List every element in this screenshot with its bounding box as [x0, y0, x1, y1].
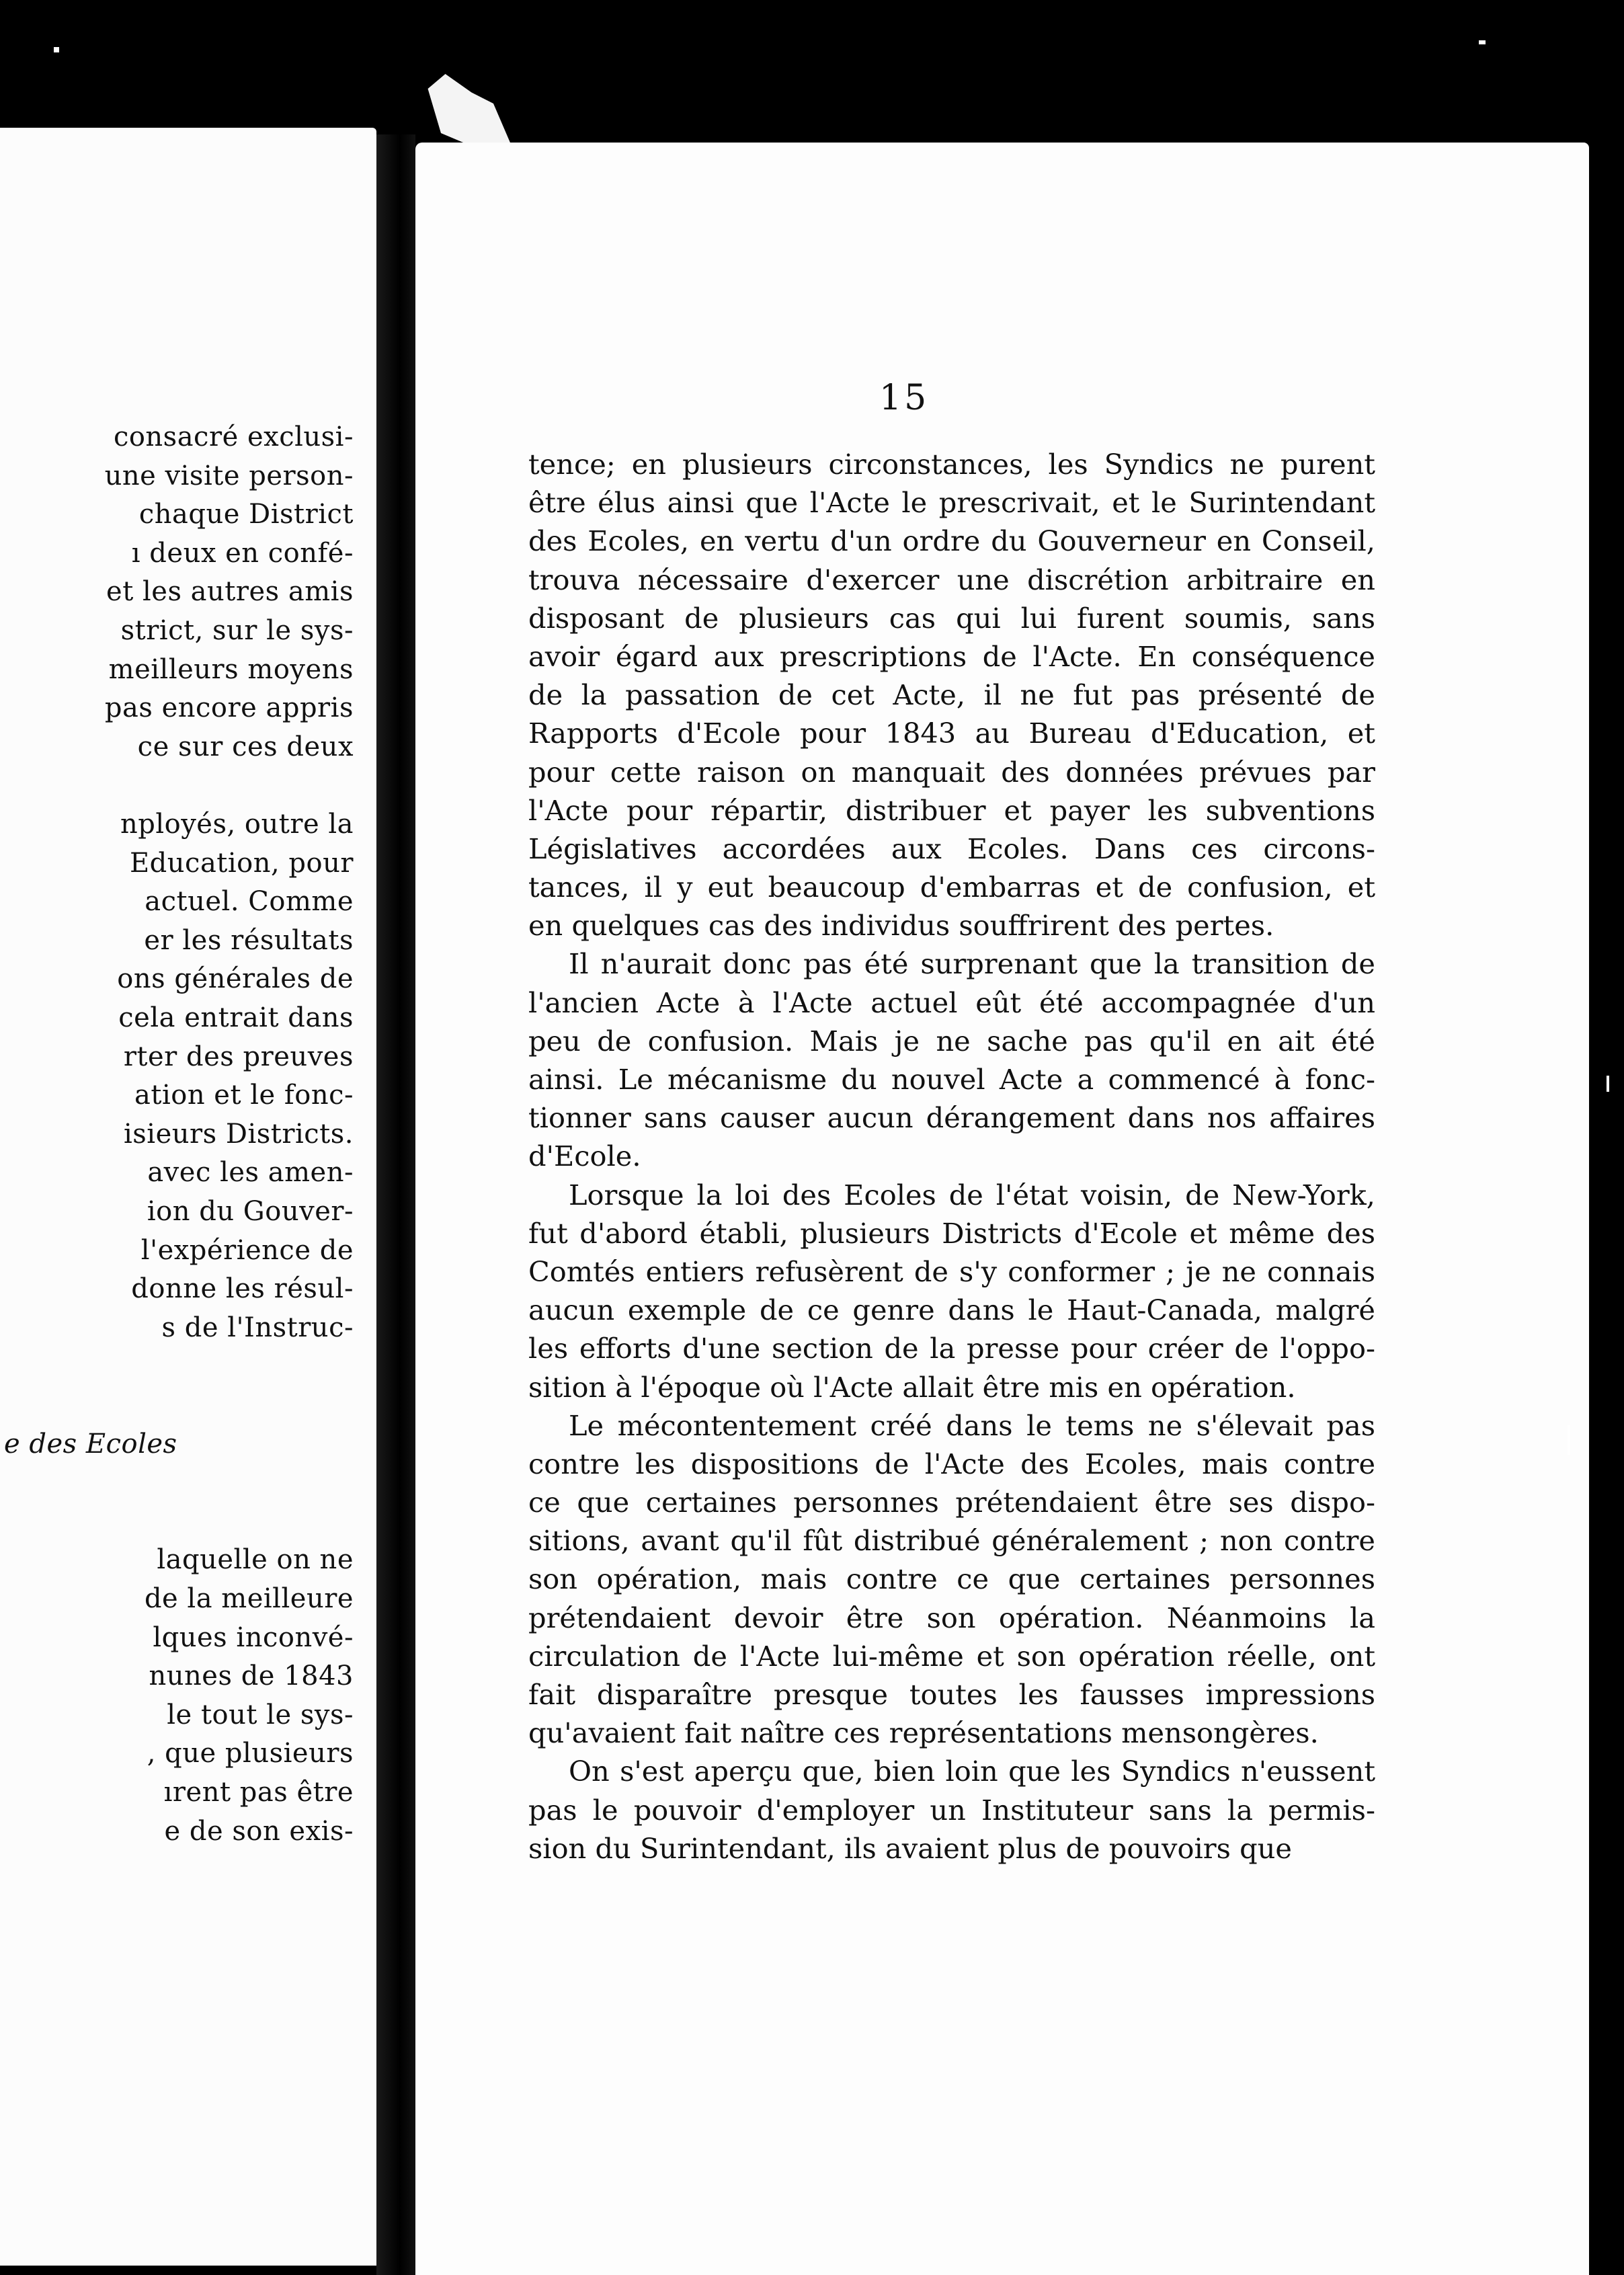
left-page-line: laquelle on ne: [157, 1544, 354, 1576]
text-line: ce que certaines personnes prétendaient être ses dispo-: [528, 1486, 1375, 1519]
page-gutter: [376, 134, 415, 2275]
scan-speck: [54, 47, 59, 52]
right-page: [415, 143, 1589, 2275]
scan-speck: [1568, 1425, 1570, 1455]
left-page-line: nployés, outre la: [120, 809, 354, 840]
left-page-line: e de son exis-: [164, 1815, 354, 1847]
left-page-line: nunes de 1843: [149, 1661, 354, 1692]
left-page-line: une visite person-: [104, 460, 354, 491]
left-page-line: pas encore appris: [104, 692, 354, 724]
left-page-line: actuel. Comme: [145, 886, 354, 918]
left-page-line: strict, sur le sys-: [120, 615, 354, 646]
paragraph: [528, 1176, 1375, 1406]
text-line: sition à l'époque où l'Acte allait être mis en opération.: [528, 1370, 1296, 1404]
paragraph: [528, 945, 1375, 1175]
left-page-line: meilleurs moyens: [108, 653, 354, 685]
text-line: pas le pouvoir d'employer un Instituteur sans la permis-: [528, 1793, 1375, 1827]
text-line: Législatives accordées aux Ecoles. Dans ces circons-: [528, 832, 1375, 865]
left-page-line: , que plusieurs: [147, 1738, 354, 1769]
text-line: Il n'aurait donc pas été surprenant que la transition de: [569, 947, 1375, 981]
text-line: être élus ainsi que l'Acte le prescrivait, et le Surintendant: [528, 486, 1375, 520]
text-line: l'ancien Acte à l'Acte actuel eût été accompagnée d'un: [528, 986, 1375, 1019]
text-line: en quelques cas des individus souffrirent des pertes.: [528, 909, 1274, 943]
left-page-line: donne les résul-: [131, 1273, 354, 1305]
text-line: sion du Surintendant, ils avaient plus de pouvoirs que: [528, 1831, 1292, 1865]
text-line: l'Acte pour répartir, distribuer et payer les subventions: [528, 793, 1375, 827]
text-line: les efforts d'une section de la presse pour créer de l'oppo-: [528, 1332, 1375, 1365]
paragraph: [528, 445, 1375, 945]
left-page-line: de la meilleure: [144, 1583, 354, 1614]
scan-speck: [1479, 40, 1486, 44]
text-line: Comtés entiers refusèrent de s'y conformer ; je ne connais: [528, 1254, 1375, 1288]
left-page-line: er les résultats: [144, 924, 354, 956]
page-number: 15: [879, 378, 930, 418]
left-page-line: chaque District: [138, 499, 354, 530]
torn-page-corner: [423, 74, 511, 148]
text-line: des Ecoles, en vertu d'un ordre du Gouverneur en Conseil,: [528, 524, 1375, 558]
text-line: contre les dispositions de l'Acte des Ecoles, mais contre: [528, 1447, 1375, 1480]
text-line: Lorsque la loi des Ecoles de l'état voisin, de New-York,: [569, 1178, 1375, 1211]
scan-speck: [1607, 1076, 1609, 1092]
text-line: trouva nécessaire d'exercer une discrétion arbitraire en: [528, 563, 1375, 596]
left-page-line: rter des preuves: [123, 1041, 354, 1072]
left-page-line: ation et le fonc-: [134, 1080, 354, 1111]
left-page-line: Education, pour: [129, 847, 354, 879]
left-page-line: lques inconvé-: [153, 1622, 354, 1653]
left-page-line: ırent pas être: [163, 1777, 354, 1808]
left-page-line: e des Ecoles: [4, 1428, 177, 1460]
left-page-line: et les autres amis: [106, 576, 354, 608]
left-page-line: l'expérience de: [140, 1234, 354, 1266]
text-line: peu de confusion. Mais je ne sache pas qu'il en ait été: [528, 1024, 1375, 1057]
paragraph: [528, 1406, 1375, 1753]
left-page-line: avec les amen-: [147, 1157, 354, 1189]
left-page-line: cela entrait dans: [118, 1002, 354, 1033]
text-line: avoir égard aux prescriptions de l'Acte. En conséquence: [528, 639, 1375, 673]
text-line: de la passation de cet Acte, il ne fut pas présenté de: [528, 678, 1375, 712]
text-line: Le mécontentement créé dans le tems ne s'élevait pas: [569, 1408, 1375, 1442]
text-line: circulation de l'Acte lui-même et son opération réelle, ont: [528, 1639, 1375, 1673]
text-line: tence; en plusieurs circonstances, les Syndics ne purent: [528, 448, 1375, 481]
text-line: fut d'abord établi, plusieurs Districts d'Ecole et même des: [528, 1216, 1375, 1250]
text-line: Rapports d'Ecole pour 1843 au Bureau d'Education, et: [528, 717, 1375, 750]
left-page-line: ce sur ces deux: [137, 731, 354, 762]
left-page-line: isieurs Districts.: [123, 1118, 354, 1150]
text-line: sitions, avant qu'il fût distribué généralement ; non contre: [528, 1524, 1375, 1558]
left-page-line: ı deux en confé-: [131, 537, 354, 569]
text-line: tances, il y eut beaucoup d'embarras et de confusion, et: [528, 871, 1375, 904]
text-line: On s'est aperçu que, bien loin que les Syndics n'eussent: [569, 1755, 1375, 1788]
text-line: tionner sans causer aucun dérangement dans nos affaires: [528, 1101, 1375, 1135]
text-line: fait disparaître presque toutes les fausses impressions: [528, 1678, 1375, 1711]
left-page-line: s de l'Instruc-: [161, 1312, 354, 1343]
text-line: ainsi. Le mécanisme du nouvel Acte a commencé à fonc-: [528, 1063, 1375, 1096]
left-page-line: ons générales de: [117, 963, 354, 995]
paragraph: [528, 1752, 1375, 1868]
body-text: [528, 445, 1375, 1868]
left-page-line: le tout le sys-: [167, 1699, 354, 1730]
text-line: qu'avaient fait naître ces représentations mensongères.: [528, 1716, 1319, 1750]
text-line: d'Ecole.: [528, 1140, 641, 1173]
text-line: aucun exemple de ce genre dans le Haut-Canada, malgré: [528, 1293, 1375, 1327]
left-page: [0, 128, 376, 2266]
left-page-line: ion du Gouver-: [147, 1196, 354, 1227]
left-page-line: consacré exclusi-: [113, 422, 354, 452]
text-line: disposant de plusieurs cas qui lui furent soumis, sans: [528, 601, 1375, 635]
text-line: pour cette raison on manquait des données prévues par: [528, 755, 1375, 789]
text-line: son opération, mais contre ce que certaines personnes: [528, 1562, 1375, 1596]
text-line: prétendaient devoir être son opération. Néanmoins la: [528, 1601, 1375, 1634]
